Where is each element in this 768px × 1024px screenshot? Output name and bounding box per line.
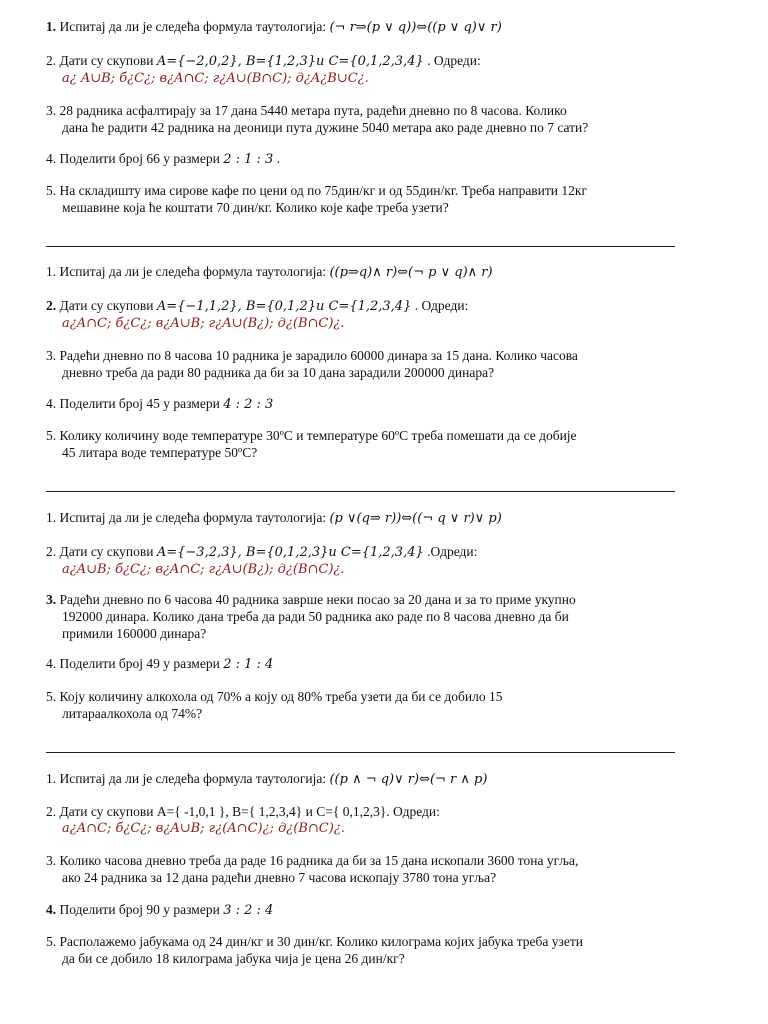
task-4-3 [46, 852, 686, 886]
set-operations: a¿A∩C; б¿C¿; в¿A∪B; г¿(A∩C)¿; д¿(B∩C)¿. [62, 821, 345, 836]
task-4-1 [46, 770, 686, 788]
task-number: 5. [46, 428, 57, 443]
task-number: 4. [46, 656, 57, 671]
task-number: 4. [46, 902, 57, 917]
task-1-2 [46, 52, 686, 87]
task-text: Поделити број 45 у размери [59, 396, 224, 411]
task-text-cont: примили 160000 динара? [62, 626, 207, 641]
formula: (p ∨(q⇒ r))⇔((¬ q ∨ r)∨ p) [329, 511, 502, 526]
task-number: 1. [46, 264, 57, 279]
task-text-cont: 192000 динара. Колико дана треба да ради 50 радника ако раде по 8 часова дневно да би [62, 609, 569, 624]
task-text-cont: ако 24 радника за 12 дана радећи дневно 7 часова ископају 3780 тона угља? [62, 870, 497, 885]
set-operations: a¿ A∪B; б¿C¿; в¿A∩C; г¿A∪(B∩C); д¿A¿B∪C¿. [62, 71, 369, 86]
task-text-cont: дана ће радити 42 радника на деоници пута дужине 5040 метара ако раде дневно по 7 сати? [62, 120, 589, 135]
ratio: 2 : 1 : 4 [223, 657, 274, 672]
task-text: Испитај да ли је следећа формула таутологија: [59, 771, 327, 786]
task-2-5 [46, 427, 686, 461]
set-definition: A={−1,1,2}, B={0,1,2}и C={1,2,3,4} [156, 299, 412, 314]
task-text: Колику количину воде температуре 30ºC и температуре 60ºC треба помешати да се добије [59, 428, 577, 443]
task-text: 28 радника асфалтирају за 17 дана 5440 метара пута, радећи дневно по 8 часова. Колико [59, 103, 567, 118]
ratio: 4 : 2 : 3 [223, 397, 274, 412]
task-text: Располажемо јабукама од 24 дин/кг и 30 дин/кг. Колико килограма којих јабука треба узети [59, 934, 583, 949]
task-text: Поделити број 66 у размери [59, 151, 224, 166]
task-text: Радећи дневно по 6 часова 40 радника заврше неки посао за 20 дана и за то приме укупно [59, 592, 576, 607]
task-1-3 [46, 102, 686, 136]
task-number: 4. [46, 396, 57, 411]
task-3-5 [46, 688, 686, 722]
task-text: Испитај да ли је следећа формула таутологија: [59, 264, 327, 279]
task-text: Испитај да ли је следећа формула таутологија: [59, 510, 327, 525]
task-text-tail: . Одреди: [414, 298, 469, 313]
task-number: 3. [46, 103, 57, 118]
task-number: 1. [46, 510, 57, 525]
task-2-1 [46, 263, 686, 281]
formula: ((p⇒q)∧ r)⇔(¬ p ∨ q)∧ r) [329, 265, 493, 280]
task-text-cont: 45 литара воде температуре 50ºC? [62, 445, 258, 460]
task-number: 1. [46, 771, 57, 786]
task-number: 2. [46, 544, 57, 559]
task-text-tail: . Одреди: [427, 53, 481, 68]
task-4-4 [46, 901, 686, 919]
task-number: 5. [46, 689, 57, 704]
task-text-cont: мешавине која ће коштати 70 дин/кг. Колико које кафе треба узети? [62, 200, 449, 215]
ratio: 3 : 2 : 4 [223, 903, 274, 918]
task-3-1 [46, 509, 686, 527]
task-text: Радећи дневно по 8 часова 10 радника је зарадило 60000 динара за 15 дана. Колико часова [59, 348, 578, 363]
task-4-5 [46, 933, 686, 967]
formula: (¬ r⇒(p ∨ q))⇔((p ∨ q)∨ r) [329, 20, 502, 35]
task-4-2 [46, 803, 686, 837]
task-text-cont: дневно треба да ради 80 радника да би за 10 дана зарадили 200000 динара? [62, 365, 495, 380]
task-number: 1. [46, 19, 57, 34]
task-number: 3. [46, 853, 57, 868]
task-text-cont: да би се добило 18 килограма јабука чија је цена 26 дин/кг? [62, 951, 405, 966]
task-text-cont: литараалкохола од 74%? [62, 706, 203, 721]
task-1-5 [46, 182, 686, 216]
task-number: 5. [46, 183, 57, 198]
set-operations: a¿A∩C; б¿C¿; в¿A∪B; г¿A∪(B¿); д¿(B∩C)¿. [62, 316, 345, 331]
task-text-tail: . [276, 151, 281, 166]
section-divider [46, 491, 675, 492]
task-2-2 [46, 297, 686, 332]
task-number: 5. [46, 934, 57, 949]
set-definition: A={−3,2,3}, B={0,1,2,3}и C={1,2,3,4} [156, 545, 424, 560]
task-2-3 [46, 347, 686, 381]
task-text-tail: .Одреди: [427, 544, 478, 559]
task-3-3 [46, 591, 686, 642]
task-text: Колико часова дневно треба да раде 16 радника да би за 15 дана ископали 3600 тона угља, [59, 853, 579, 868]
task-number: 4. [46, 151, 57, 166]
task-text: Поделити број 49 у размери [59, 656, 224, 671]
formula: ((p ∧ ¬ q)∨ r)⇔(¬ r ∧ p) [329, 772, 488, 787]
task-number: 2. [46, 53, 57, 68]
task-1-1 [46, 18, 686, 36]
task-number: 2. [46, 804, 57, 819]
task-text: Поделити број 90 у размери [59, 902, 224, 917]
task-text: Дати су скупови [59, 53, 157, 68]
task-number: 2. [46, 298, 57, 313]
ratio: 2 : 1 : 3 [223, 152, 274, 167]
task-text: Дати су скупови [59, 544, 157, 559]
task-3-2 [46, 543, 686, 578]
task-text: Коју количину алкохола од 70% а коју од 80% треба узети да би се добило 15 [59, 689, 503, 704]
task-text: На складишту има сирове кафе по цени од по 75дин/кг и од 55дин/кг. Треба направити 12кг [59, 183, 588, 198]
task-number: 3. [46, 348, 57, 363]
task-1-4 [46, 150, 686, 168]
task-text: Испитај да ли је следећа формула таутологија: [59, 19, 330, 34]
task-text: Дати су скупови А={ -1,0,1 }, В={ 1,2,3,4} и С={ 0,1,2,3}. Одреди: [59, 804, 440, 819]
task-text: Дати су скупови [59, 298, 154, 313]
section-divider [46, 752, 675, 753]
task-3-4 [46, 655, 686, 673]
task-2-4 [46, 395, 686, 413]
section-divider [46, 246, 675, 247]
task-number: 3. [46, 592, 57, 607]
set-definition: A={−2,0,2}, B={1,2,3}и C={0,1,2,3,4} [156, 54, 424, 69]
set-operations: a¿A∪B; б¿C¿; в¿A∩C; г¿A∪(B¿); д¿(B∩C)¿. [62, 562, 345, 577]
